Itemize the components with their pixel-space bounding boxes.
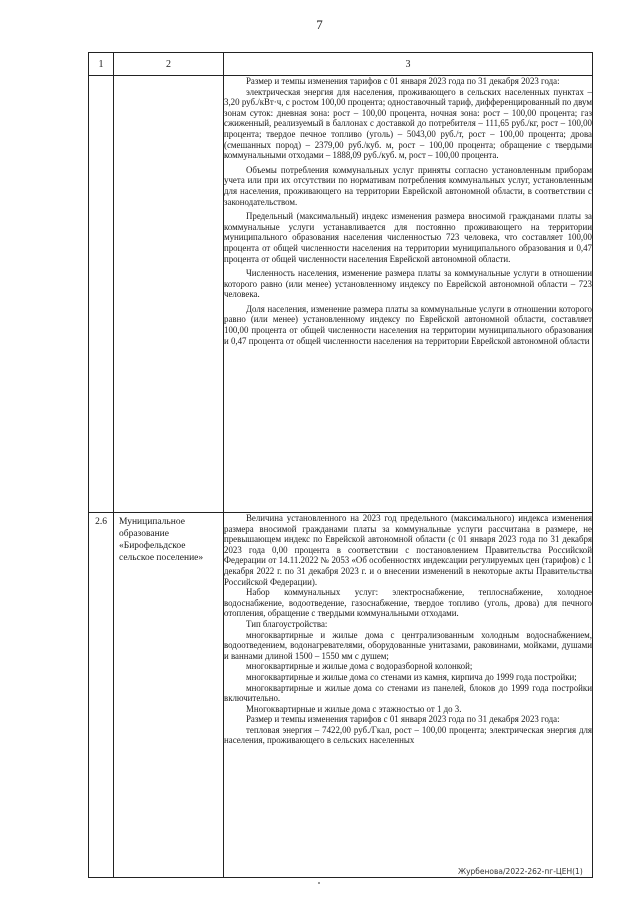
description-cell: [224, 513, 593, 878]
paragraph: многоквартирные и жилые дома со стенами из панелей, блоков до 1999 года постройки включительно.: [224, 682, 592, 704]
table-header-row: [89, 53, 593, 76]
paragraph: тепловая энергия – 7422,00 руб./Гкал, рост – 100,00 процента; электрическая энергия для населения, проживающего в сельских населенных: [224, 724, 592, 746]
row-number: [89, 76, 114, 513]
municipality-name: [114, 76, 224, 513]
header-cell-3: 3: [224, 53, 593, 76]
tariff-table: [88, 52, 593, 878]
table-row: [89, 513, 593, 878]
paragraph: Величина установленного на 2023 год предельного (максимального) индекса изменения размера вносимой гражданами платы за коммунальные услуги рассчитана в размере, не превышающем индекс по Еврейской автономной области (с 01 января 2023 года по 31 декабря 2023 года 0,00 процента в соответствии с постановлением Правительства Российской Федерации от 14.11.2022 № 2053 «Об особенностях индексации регулируемых цен (тарифов) с 1 декабря 2022 г. по 31 декабря 2023 г. и о внесении изменений в некоторые акты Правительства Российской Федерации).: [224, 513, 592, 587]
paragraph: Многоквартирные и жилые дома с этажностью от 1 до 3.: [246, 703, 462, 714]
paragraph: Доля населения, изменение размера платы за коммунальные услуги в отношении которого равно (или менее) установленному индексу по Еврейской автономной области, составляет 100,00 процента от общей численности населения на территории муниципального образования и 0,47 процента от общей численности населения на территории Еврейской автономной области: [224, 303, 592, 346]
paragraph: Численность населения, изменение размера платы за коммунальные услуги в отношении которого равно (или менее) установленному индексу по Еврейской автономной области – 723 человека.: [224, 268, 592, 300]
header-cell-1: 1: [89, 53, 114, 76]
document-reference: Журбенова/2022-262-пг-ЦЕН(1): [458, 867, 583, 876]
municipality-name: Муниципальное образование «Бирофельдское сельское поселение»: [114, 513, 224, 878]
paragraph: многоквартирные и жилые дома со стенами из камня, кирпича до 1999 года постройки;: [246, 671, 577, 682]
paragraph: Предельный (максимальный) индекс изменения размера вносимой гражданами платы за коммунальные услуги устанавливается для постоянно проживающего на территории муниципального образования населения численностью 723 человека, что составляет 100,00 процента от общей численности населения на территории муниципального образования и 0,47 процента от общей численности населения Еврейской автономной области.: [224, 211, 592, 264]
paragraph: Размер и темпы изменения тарифов с 01 января 2023 года по 31 декабря 2023 года:: [246, 76, 560, 86]
paragraph: Объемы потребления коммунальных услуг приняты согласно установленным приборам учета или при их отсутствии по нормативам потребления коммунальных услуг, установленным для населения, проживающего на территории Еврейской автономной области, в соответствии с законодательством.: [224, 164, 592, 207]
paragraph: Размер и темпы изменения тарифов с 01 января 2023 года по 31 декабря 2023 года:: [246, 714, 560, 725]
row-number: 2.6: [89, 513, 114, 878]
paragraph: многоквартирные и жилые дома с централизованным холодным водоснабжением, водоотведением, водонагревателями, оборудованные унитазами, раковинами, мойками, душами и ваннами длиной 1500 – 1550 мм с душем;: [224, 629, 592, 661]
paragraph: Тип благоустройства:: [246, 618, 328, 629]
scan-speck: [318, 882, 320, 884]
paragraph: электрическая энергия для населения, проживающего в сельских населенных пунктах – 3,20 руб./кВт·ч, с ростом 100,00 процента; одноставочный тариф, дифференцированный по двум зонам суток: дневная зона: рост – 100,00 процента, ночная зона: рост – 100,00 процента; газ сжиженный, реализуемый в баллонах с доставкой до потребителя – 111,65 руб./кг, рост – 100,00 процента; твердое печное топливо (уголь) – 5043,00 руб./т, рост – 100,00 процента; дрова (смешанных пород) – 2379,00 руб./куб. м, рост – 100,00 процента; обращение с твердыми коммунальными отходами – 1888,09 руб./куб. м, рост – 100,00 процента.: [224, 86, 592, 161]
header-cell-2: 2: [114, 53, 224, 76]
paragraph: многоквартирные и жилые дома с водоразборной колонкой;: [246, 661, 473, 672]
description-cell: [224, 76, 593, 513]
paragraph: Набор коммунальных услуг: электроснабжение, теплоснабжение, холодное водоснабжение, водоотведение, газоснабжение, твердое топливо (уголь, дрова) для печного отопления, обращение с твердыми коммунальными отходами.: [224, 587, 592, 619]
table-row: [89, 76, 593, 513]
page-number: 7: [316, 17, 323, 32]
